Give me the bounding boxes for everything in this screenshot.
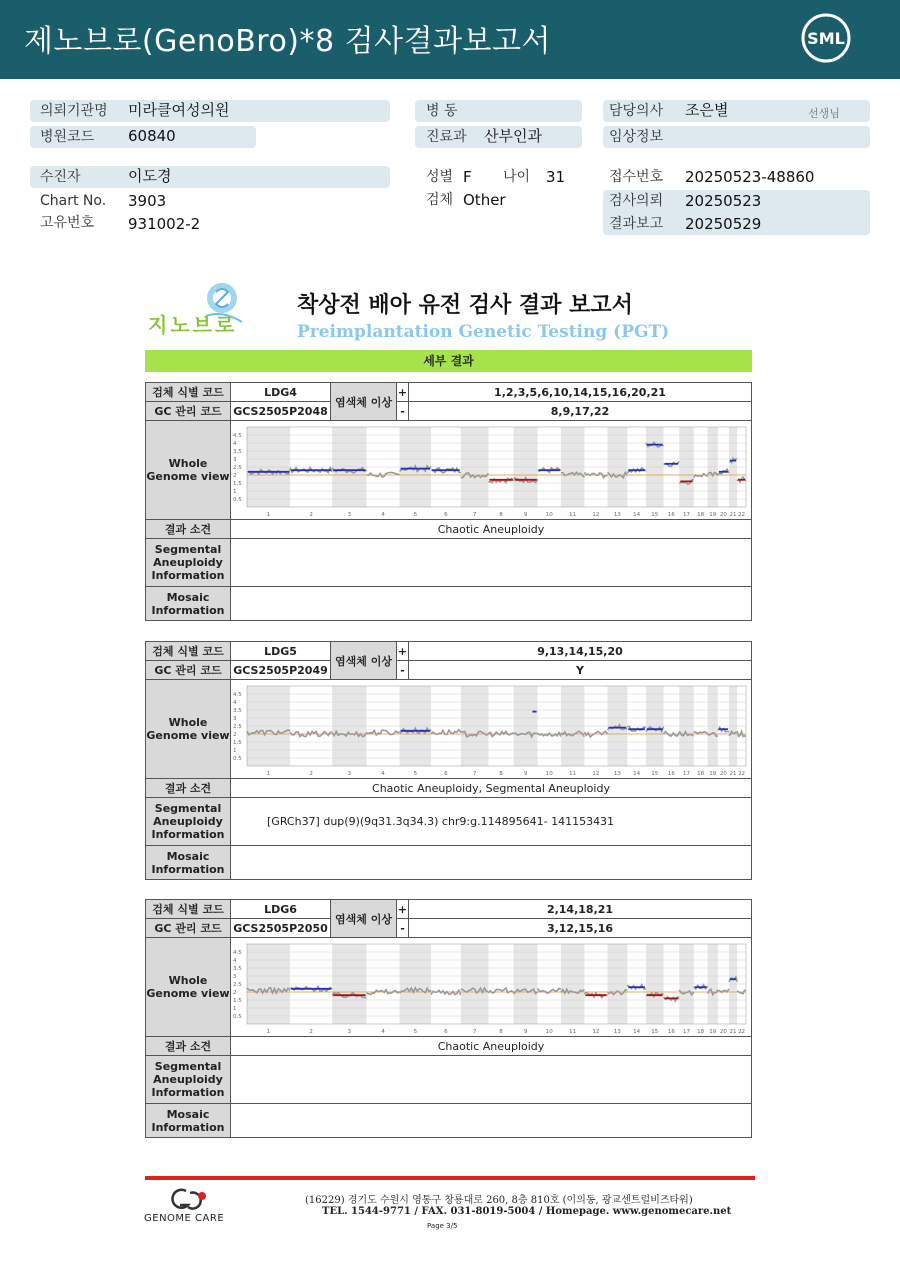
sample-table: [145, 382, 752, 621]
x-tick-label: 21: [729, 512, 737, 518]
sml-logo-text: SML: [807, 29, 845, 48]
x-tick-label: 13: [613, 512, 621, 518]
y-tick-label: 3: [233, 457, 237, 463]
x-tick-label: 13: [613, 771, 621, 777]
x-tick-label: 16: [667, 771, 675, 777]
x-tick-label: 6: [444, 1029, 448, 1035]
x-tick-label: 21: [729, 771, 737, 777]
x-tick-label: 8: [499, 1029, 503, 1035]
x-tick-label: 20: [719, 771, 727, 777]
y-tick-label: 4.5: [233, 433, 242, 439]
sample-id-label: 검체 식별 코드: [146, 383, 231, 402]
report-label: 결과보고: [609, 216, 664, 232]
x-tick-label: 3: [347, 512, 352, 518]
copy-number-trace: [538, 988, 561, 993]
wgv-chart-cell: [231, 680, 752, 779]
gain-chromosomes: 2,14,18,21: [409, 900, 752, 919]
section-header: 세부 결과: [145, 350, 752, 372]
loss-chromosomes: 3,12,15,16: [409, 919, 752, 938]
chart-label: Chart No.: [40, 193, 107, 209]
y-tick-label: 4.5: [233, 692, 242, 698]
inst-value: 미라클여성의원: [128, 101, 230, 119]
copy-number-trace: [694, 474, 708, 478]
wgv-label: Whole Genome view: [146, 680, 231, 779]
inst-label: 의뢰기관명: [40, 103, 108, 119]
y-tick-label: 4: [233, 441, 237, 447]
footer-divider: [145, 1176, 755, 1180]
gain-chromosomes: 1,2,3,5,6,10,14,15,16,20,21: [409, 383, 752, 402]
clinical-label: 임상정보: [609, 129, 664, 145]
y-tick-label: 3: [233, 974, 237, 980]
segmental-value: [231, 1056, 752, 1104]
footer-contact: TEL. 1544-9771 / FAX. 031-8019-5004 / Homepage. www.genomecare.net: [322, 1206, 732, 1217]
sample-table: [145, 641, 752, 880]
x-tick-label: 19: [709, 512, 717, 518]
chart-value: 3903: [128, 192, 167, 210]
x-tick-label: 19: [709, 1029, 717, 1035]
hosp-code-value: 60840: [128, 127, 176, 145]
x-tick-label: 1: [266, 771, 271, 777]
x-tick-label: 4: [381, 512, 385, 518]
gc-code-value: GCS2505P2049: [231, 661, 331, 680]
dept-value: 산부인과: [484, 127, 542, 145]
x-tick-label: 5: [413, 512, 418, 518]
plus-sign: +: [397, 900, 409, 919]
finding-label: 결과 소견: [146, 779, 231, 798]
specimen-value: Other: [463, 191, 506, 209]
sample-id-value: LDG4: [231, 383, 331, 402]
recv-value: 20250523-48860: [685, 168, 815, 186]
chrom-abn-label: 염색체 이상: [331, 642, 397, 680]
report-subtitle: Preimplantation Genetic Testing (PGT): [297, 322, 670, 342]
y-tick-label: 1: [233, 1006, 237, 1012]
x-tick-label: 5: [413, 1029, 418, 1035]
x-tick-label: 7: [472, 512, 477, 518]
y-tick-label: 4.5: [233, 950, 242, 956]
x-tick-label: 16: [667, 1029, 675, 1035]
sample-id-label: 검체 식별 코드: [146, 642, 231, 661]
x-tick-label: 2: [309, 1029, 313, 1035]
x-tick-label: 5: [413, 771, 418, 777]
mosaic-label: Mosaic Information: [146, 846, 231, 880]
genobro-logo-icon: [146, 280, 261, 340]
minus-sign: -: [397, 402, 409, 421]
y-tick-label: 3.5: [233, 708, 242, 714]
plus-sign: +: [397, 383, 409, 402]
name-row: [30, 166, 390, 188]
y-tick-label: 2.5: [233, 465, 242, 471]
chrom-abn-label: 염색체 이상: [331, 383, 397, 421]
x-tick-label: 15: [651, 512, 659, 518]
x-tick-label: 12: [592, 1029, 600, 1035]
gc-code-label: GC 관리 코드: [146, 661, 231, 680]
chrom-abn-label: 염색체 이상: [331, 900, 397, 938]
x-tick-label: 18: [697, 771, 705, 777]
x-tick-label: 13: [613, 1029, 621, 1035]
x-tick-label: 22: [738, 512, 746, 518]
finding-value: Chaotic Aneuploidy: [231, 1037, 752, 1056]
recv-label: 접수번호: [609, 169, 664, 185]
wgv-chart-cell: [231, 421, 752, 520]
sml-logo-icon: [800, 12, 852, 64]
copy-number-trace: [431, 990, 461, 995]
x-tick-label: 20: [719, 1029, 727, 1035]
x-tick-label: 12: [592, 771, 600, 777]
x-tick-label: 4: [381, 771, 385, 777]
genome-view-chart: [231, 680, 751, 778]
sex-label: 성별: [426, 169, 454, 185]
x-tick-label: 10: [545, 1029, 553, 1035]
sample-id-value: LDG6: [231, 900, 331, 919]
footer-address: (16229) 경기도 수원시 영통구 창룡대로 260, 8층 810호 (이의동, 광교센트럴비즈타워): [305, 1195, 693, 1206]
x-tick-label: 17: [682, 512, 690, 518]
gc-code-value: GCS2505P2050: [231, 919, 331, 938]
mosaic-value: [231, 846, 752, 880]
y-tick-label: 1.5: [233, 481, 242, 487]
wgv-chart-cell: [231, 938, 752, 1037]
doctor-value: 조은별: [685, 101, 729, 119]
x-tick-label: 6: [444, 771, 448, 777]
segmental-label: Segmental Aneuploidy Information: [146, 539, 231, 587]
y-tick-label: 2: [233, 732, 237, 738]
y-tick-label: 0.5: [233, 1014, 242, 1020]
x-tick-label: 17: [682, 1029, 690, 1035]
segmental-label: Segmental Aneuploidy Information: [146, 798, 231, 846]
segmental-label: Segmental Aneuploidy Information: [146, 1056, 231, 1104]
x-tick-label: 2: [309, 771, 313, 777]
footer-page: Page 3/5: [427, 1222, 458, 1230]
y-tick-label: 0.5: [233, 497, 242, 503]
sex-value: F: [463, 168, 472, 186]
finding-value: Chaotic Aneuploidy: [231, 520, 752, 539]
y-tick-label: 3: [233, 716, 237, 722]
x-tick-label: 9: [523, 512, 528, 518]
x-tick-label: 14: [633, 1029, 641, 1035]
mosaic-label: Mosaic Information: [146, 587, 231, 621]
finding-label: 결과 소견: [146, 520, 231, 539]
x-tick-label: 7: [472, 771, 477, 777]
x-tick-label: 1: [266, 1029, 271, 1035]
y-tick-label: 1.5: [233, 740, 242, 746]
uid-label: 고유번호: [40, 215, 95, 231]
x-tick-label: 3: [347, 771, 352, 777]
report-value: 20250529: [685, 215, 762, 233]
x-tick-label: 21: [729, 1029, 737, 1035]
genome-view-chart: [231, 421, 751, 519]
segmental-value: [231, 539, 752, 587]
x-tick-label: 4: [381, 1029, 385, 1035]
x-tick-label: 8: [499, 771, 503, 777]
report-header-bar: [0, 0, 900, 79]
hosp-code-label: 병원코드: [40, 129, 95, 145]
x-tick-label: 10: [545, 771, 553, 777]
y-tick-label: 4: [233, 958, 237, 964]
x-tick-label: 7: [472, 1029, 477, 1035]
y-tick-label: 2: [233, 473, 237, 479]
mosaic-label: Mosaic Information: [146, 1104, 231, 1138]
wgv-label: Whole Genome view: [146, 421, 231, 520]
doctor-label: 담당의사: [609, 103, 664, 119]
name-value: 이도경: [128, 167, 172, 185]
gc-code-label: GC 관리 코드: [146, 919, 231, 938]
y-tick-label: 1.5: [233, 998, 242, 1004]
footer-company: GENOME CARE: [144, 1213, 225, 1224]
plus-sign: +: [397, 642, 409, 661]
x-tick-label: 11: [569, 771, 577, 777]
y-tick-label: 2.5: [233, 724, 242, 730]
gain-chromosomes: 9,13,14,15,20: [409, 642, 752, 661]
y-tick-label: 3.5: [233, 966, 242, 972]
gc-code-value: GCS2505P2048: [231, 402, 331, 421]
y-tick-label: 2.5: [233, 982, 242, 988]
dept-label: 진료과: [426, 129, 467, 145]
minus-sign: -: [397, 661, 409, 680]
genobro-logo-text: 지노브로: [148, 313, 238, 337]
request-label: 검사의뢰: [609, 193, 664, 209]
x-tick-label: 15: [651, 1029, 659, 1035]
y-tick-label: 2: [233, 990, 237, 996]
report-title: 제노브로(GenoBro)*8 검사결과보고서: [24, 24, 551, 59]
x-tick-label: 18: [697, 512, 705, 518]
y-tick-label: 1: [233, 748, 237, 754]
mosaic-value: [231, 587, 752, 621]
copy-number-trace: [538, 733, 561, 737]
y-tick-label: 4: [233, 700, 237, 706]
gc-code-label: GC 관리 코드: [146, 402, 231, 421]
request-value: 20250523: [685, 192, 762, 210]
x-tick-label: 22: [738, 1029, 746, 1035]
sample-id-value: LDG5: [231, 642, 331, 661]
x-tick-label: 11: [569, 512, 577, 518]
y-tick-label: 3.5: [233, 449, 242, 455]
finding-value: Chaotic Aneuploidy, Segmental Aneuploidy: [231, 779, 752, 798]
loss-chromosomes: Y: [409, 661, 752, 680]
minus-sign: -: [397, 919, 409, 938]
uid-value: 931002-2: [128, 215, 201, 233]
doctor-suffix: 선생님: [808, 107, 840, 120]
mosaic-value: [231, 1104, 752, 1138]
name-label: 수진자: [40, 169, 81, 185]
x-tick-label: 8: [499, 512, 503, 518]
x-tick-label: 15: [651, 771, 659, 777]
segmental-value: [GRCh37] dup(9)(9q31.3q34.3) chr9:g.114895641- 141153431: [231, 798, 752, 846]
x-tick-label: 20: [719, 512, 727, 518]
x-tick-label: 19: [709, 771, 717, 777]
x-tick-label: 3: [347, 1029, 352, 1035]
x-tick-label: 2: [309, 512, 313, 518]
x-tick-label: 10: [545, 512, 553, 518]
x-tick-label: 12: [592, 512, 600, 518]
x-tick-label: 9: [523, 771, 528, 777]
genome-care-logo-icon: [166, 1187, 210, 1213]
sample-table: [145, 899, 752, 1138]
sample-id-label: 검체 식별 코드: [146, 900, 231, 919]
x-tick-label: 18: [697, 1029, 705, 1035]
wgv-label: Whole Genome view: [146, 938, 231, 1037]
specimen-label: 검체: [426, 192, 454, 208]
x-tick-label: 1: [266, 512, 271, 518]
x-tick-label: 14: [633, 771, 641, 777]
finding-label: 결과 소견: [146, 1037, 231, 1056]
genome-view-chart: [231, 938, 751, 1036]
x-tick-label: 16: [667, 512, 675, 518]
age-value: 31: [546, 168, 566, 186]
y-tick-label: 0.5: [233, 756, 242, 762]
x-tick-label: 14: [633, 512, 641, 518]
y-tick-label: 1: [233, 489, 237, 495]
ward-label: 병 동: [426, 103, 458, 119]
x-tick-label: 22: [738, 771, 746, 777]
loss-chromosomes: 8,9,17,22: [409, 402, 752, 421]
report-main-title: 착상전 배아 유전 검사 결과 보고서: [297, 293, 633, 318]
x-tick-label: 17: [682, 771, 690, 777]
age-label: 나이: [503, 169, 531, 185]
x-tick-label: 11: [569, 1029, 577, 1035]
x-tick-label: 6: [444, 512, 448, 518]
x-tick-label: 9: [523, 1029, 528, 1035]
